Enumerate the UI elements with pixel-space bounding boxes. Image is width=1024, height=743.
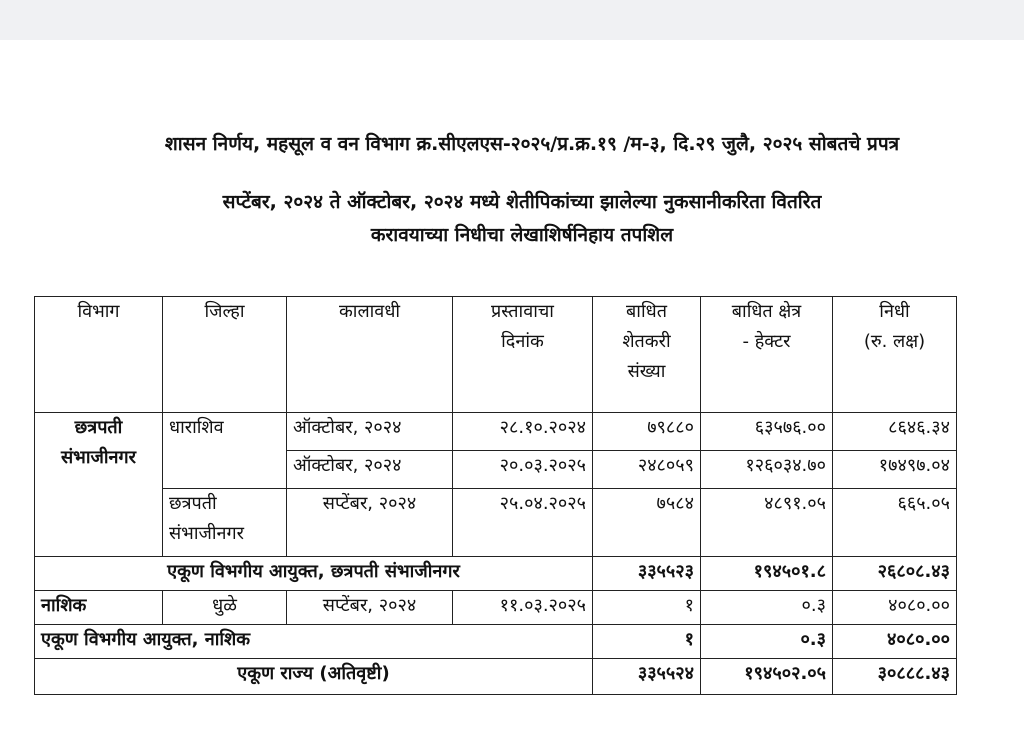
- grand-total-label: एकूण राज्य (अतिवृष्टी): [35, 659, 593, 695]
- division-total-label: एकूण विभगीय आयुक्त, नाशिक: [35, 625, 593, 659]
- district-cell-chhatrapati-sambhajinagar: छत्रपती संभाजीनगर: [163, 489, 287, 557]
- division-total-farmers: १: [593, 625, 701, 659]
- document-title-line2: करावयाच्या निधीचा लेखाशिर्षनिहाय तपशिल: [370, 224, 674, 246]
- table-row: [35, 591, 957, 625]
- farmers-cell: २४८०५९: [593, 451, 701, 489]
- division-total-farmers: ३३५५२३: [593, 557, 701, 591]
- date-cell: २५.०४.२०२५: [453, 489, 593, 557]
- district-cell-dharashiv: धाराशिव: [163, 413, 287, 489]
- header-period: कालावधी: [287, 297, 453, 413]
- fund-cell: ६६५.०५: [833, 489, 957, 557]
- fund-cell: ४०८०.००: [833, 591, 957, 625]
- division-total-area: १९४५०१.८: [701, 557, 833, 591]
- document-reference-heading: शासन निर्णय, महसूल व वन विभाग क्र.सीएलएस-२०२५/प्र.क्र.१९ /म-३, दि.२९ जुलै, २०२५ सोबतचे प्रपत्र: [164, 133, 900, 155]
- header-affected-farmers: बाधित शेतकरी संख्या: [593, 297, 701, 413]
- district-cell-dhule: धुळे: [163, 591, 287, 625]
- date-cell: ११.०३.२०२५: [453, 591, 593, 625]
- table-header-row: [35, 297, 957, 413]
- division-total-row: [35, 625, 957, 659]
- top-bar: [0, 0, 1024, 40]
- division-total-fund: ४०८०.००: [833, 625, 957, 659]
- fund-cell: १७४९७.०४: [833, 451, 957, 489]
- grand-total-farmers: ३३५५२४: [593, 659, 701, 695]
- division-cell-nashik: नाशिक: [35, 591, 163, 625]
- division-total-area: ०.३: [701, 625, 833, 659]
- grand-total-fund: ३०८८८.४३: [833, 659, 957, 695]
- header-proposal-date: प्रस्तावाचा दिनांक: [453, 297, 593, 413]
- period-cell: ऑक्टोबर, २०२४: [287, 413, 453, 451]
- fund-details-table: [34, 296, 957, 695]
- area-cell: ०.३: [701, 591, 833, 625]
- date-cell: २८.१०.२०२४: [453, 413, 593, 451]
- area-cell: १२६०३४.७०: [701, 451, 833, 489]
- document-title-line1: सप्टेंबर, २०२४ ते ऑक्टोबर, २०२४ मध्ये शेतीपिकांच्या झालेल्या नुकसानीकरिता वितरित: [222, 191, 822, 213]
- header-affected-area: बाधित क्षेत्र - हेक्टर: [701, 297, 833, 413]
- period-cell: ऑक्टोबर, २०२४: [287, 451, 453, 489]
- farmers-cell: ७९८८०: [593, 413, 701, 451]
- date-cell: २०.०३.२०२५: [453, 451, 593, 489]
- period-cell: सप्टेंबर, २०२४: [287, 489, 453, 557]
- division-cell-chhatrapati-sambhajinagar: छत्रपती संभाजीनगर: [35, 413, 163, 557]
- area-cell: ६३५७६.००: [701, 413, 833, 451]
- grand-total-row: [35, 659, 957, 695]
- division-total-label: एकूण विभगीय आयुक्त, छत्रपती संभाजीनगर: [35, 557, 593, 591]
- division-total-fund: २६८०८.४३: [833, 557, 957, 591]
- grand-total-area: १९४५०२.०५: [701, 659, 833, 695]
- period-cell: सप्टेंबर, २०२४: [287, 591, 453, 625]
- fund-cell: ८६४६.३४: [833, 413, 957, 451]
- farmers-cell: ७५८४: [593, 489, 701, 557]
- header-division: विभाग: [35, 297, 163, 413]
- header-district: जिल्हा: [163, 297, 287, 413]
- table-row: [35, 489, 957, 557]
- farmers-cell: १: [593, 591, 701, 625]
- header-fund: निधी (रु. लक्ष): [833, 297, 957, 413]
- table-row: [35, 413, 957, 451]
- area-cell: ४८९१.०५: [701, 489, 833, 557]
- division-total-row: [35, 557, 957, 591]
